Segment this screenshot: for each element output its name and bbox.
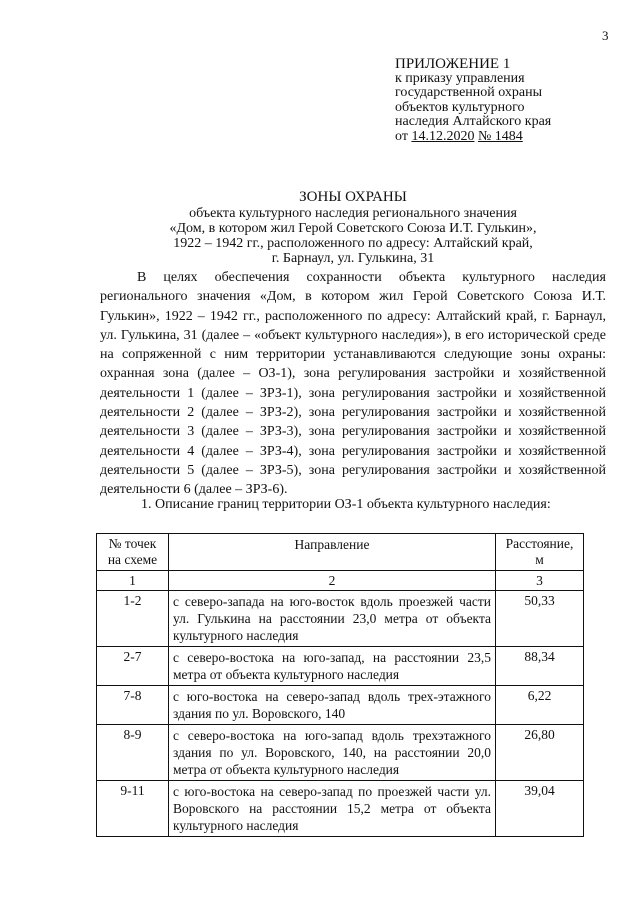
col-number: 3 — [496, 571, 584, 591]
order-number: № 1484 — [477, 128, 523, 144]
row-distance: 39,04 — [496, 781, 584, 837]
row-points: 1-2 — [97, 591, 169, 647]
table-numbering-row — [97, 571, 584, 591]
table-header-row — [97, 534, 584, 571]
row-points: 7-8 — [97, 686, 169, 725]
row-direction: с северо-востока на юго-запад, на расстоянии 23,5 метра от объекта культурного наследия — [169, 647, 496, 686]
heading-line: объекта культурного наследия регионального значения — [189, 206, 517, 221]
date-prefix: от — [395, 128, 408, 144]
appendix-line: к приказу управления — [395, 70, 525, 86]
table-row — [97, 686, 584, 725]
appendix-line: объектов культурного — [395, 99, 525, 115]
table-row — [97, 647, 584, 686]
row-direction: с юго-востока на северо-запад вдоль трех-этажного здания по ул. Воровского, 140 — [169, 686, 496, 725]
heading-title: ЗОНЫ ОХРАНЫ — [299, 189, 407, 205]
table-row — [97, 781, 584, 837]
document-heading — [100, 190, 606, 266]
row-distance: 26,80 — [496, 725, 584, 781]
row-points: 9-11 — [97, 781, 169, 837]
order-date-line — [395, 130, 551, 145]
row-distance: 6,22 — [496, 686, 584, 725]
table-row — [97, 725, 584, 781]
appendix-line: наследия Алтайского края — [395, 114, 552, 129]
col-number: 1 — [97, 571, 169, 591]
intro-paragraph — [100, 268, 606, 500]
appendix-line: государственной охраны — [395, 85, 543, 100]
table-row — [97, 591, 584, 647]
appendix-block — [395, 57, 551, 144]
row-direction: с северо-востока на юго-запад вдоль трехэтажного здания по ул. Воровского, 140, на расстоянии 20,0 метра от объекта культурного наследия — [169, 725, 496, 781]
row-direction: с северо-запада на юго-восток вдоль проезжей части ул. Гулькина на расстоянии 23,0 метра от объекта культурного наследия — [169, 591, 496, 647]
order-date: 14.12.2020 — [411, 128, 475, 144]
row-direction: с юго-востока на северо-запад по проезжей части ул. Воровского на расстоянии 15,2 метра от объекта культурного наследия — [169, 781, 496, 837]
row-distance: 88,34 — [496, 647, 584, 686]
row-points: 8-9 — [97, 725, 169, 781]
heading-line: «Дом, в котором жил Герой Советского Союза И.Т. Гулькин», — [169, 221, 537, 236]
appendix-title: ПРИЛОЖЕНИЕ 1 — [395, 56, 511, 72]
page-number: 3 — [602, 28, 609, 43]
col-number: 2 — [169, 571, 496, 591]
row-points: 2-7 — [97, 647, 169, 686]
header-direction: Направление — [169, 534, 496, 571]
heading-line: 1922 – 1942 гг., расположенного по адресу: Алтайский край, — [173, 236, 533, 251]
heading-line: г. Барнаул, ул. Гулькина, 31 — [271, 251, 435, 266]
paragraph-text: В целях обеспечения сохранности объекта культурного наследия регионального значения «Дом, в котором жил Герой Советского Союза И.Т. Гулькин», 1922 – 1942 гг., расположенного по адресу: Алтайский край, г. Барнаул, ул. Гулькина, 31 (далее – «объект культурного наследия»), в его исторической среде на сопряженной с ним территории устанавливаются следующие зоны охраны: охранная зона (далее – ОЗ-1), зона регулирования застройки и хозяйственной деятельности 1 (далее – ЗРЗ-1), зона регулирования застройки и хозяйственной деятельности 2 (далее – ЗРЗ-2), зона регулирования застройки и хозяйственной деятельности 3 (далее – ЗРЗ-3), зона регулирования застройки и хозяйственной деятельности 4 (далее – ЗРЗ-4), зона регулирования застройки и хозяйственной деятельности 5 (далее – ЗРЗ-5), зона регулирования застройки и хозяйственной деятельности 6 (далее – ЗРЗ-6). — [100, 270, 606, 498]
section-heading: 1. Описание границ территории ОЗ-1 объекта культурного наследия: — [141, 497, 551, 512]
row-distance: 50,33 — [496, 591, 584, 647]
boundary-table — [96, 533, 584, 837]
header-points: № точек на схеме — [97, 534, 169, 571]
header-distance: Расстояние, м — [496, 534, 584, 571]
